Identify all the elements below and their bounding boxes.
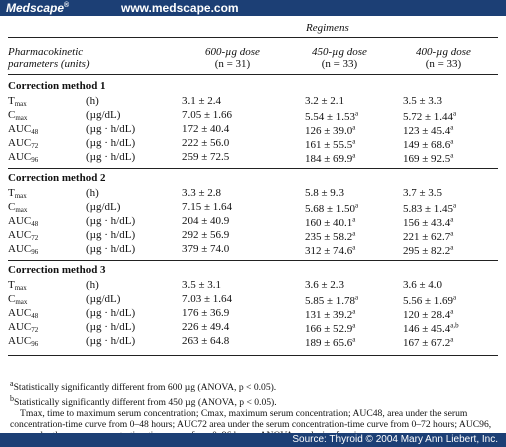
value-cell: 295 ± 82.2$^a$ — [403, 243, 454, 257]
unit-cell: (µg · h/dL) — [86, 229, 136, 241]
header-rule — [8, 74, 498, 75]
unit-cell: (µg/dL) — [86, 201, 121, 213]
unit-cell: (µg · h/dL) — [86, 335, 136, 347]
section-rule — [8, 168, 498, 169]
param-cell: $C_{max}$ — [8, 293, 28, 306]
value-cell: 263 ± 64.8 — [182, 335, 230, 347]
col-header-450: 450-µg dose (n = 33) — [312, 46, 367, 70]
value-cell: 5.56 ± 1.69$^a$ — [403, 293, 457, 307]
value-cell: 226 ± 49.4 — [182, 321, 230, 333]
value-cell: 3.6 ± 2.3 — [305, 279, 345, 291]
unit-cell: (µg · h/dL) — [86, 243, 136, 255]
source-credit: Source: Thyroid © 2004 Mary Ann Liebert, Inc. — [292, 434, 498, 445]
footnotes — [10, 378, 498, 441]
value-cell: 149 ± 68.6$^a$ — [403, 137, 454, 151]
table-row — [8, 215, 498, 228]
unit-cell: (µg/dL) — [86, 109, 121, 121]
value-cell: 221 ± 62.7$^a$ — [403, 229, 454, 243]
value-cell: 204 ± 40.9 — [182, 215, 230, 227]
footnote-abbreviations: Tmax, time to maximum serum concentration; Cmax, maximum serum concentration; AUC48, area under the serum concentration-time curve from 0–48 hours; AUC72 area under the serum concentration-time curve from 0–72 hours; AUC96, — [10, 408, 492, 431]
table-bottom-rule — [8, 355, 498, 356]
value-cell: 5.72 ± 1.44$^a$ — [403, 109, 457, 123]
section-title: Correction method 1 — [8, 80, 106, 92]
value-cell: 379 ± 74.0 — [182, 243, 230, 255]
unit-cell: (h) — [86, 187, 99, 199]
unit-cell: (µg · h/dL) — [86, 321, 136, 333]
table-row — [8, 187, 498, 200]
param-cell: $T_{max}$ — [8, 279, 27, 292]
param-cell: $C_{max}$ — [8, 201, 28, 214]
table-row — [8, 151, 498, 164]
value-cell: 176 ± 36.9 — [182, 307, 230, 319]
value-cell: 167 ± 67.2$^a$ — [403, 335, 454, 349]
unit-cell: (µg · h/dL) — [86, 215, 136, 227]
unit-cell: (h) — [86, 95, 99, 107]
value-cell: 189 ± 65.6$^a$ — [305, 335, 356, 349]
section-rule — [8, 260, 498, 261]
table-row — [8, 201, 498, 214]
table-row — [8, 321, 498, 334]
footnote-a: $^a$Statistically significantly different from 600 µg (ANOVA, p < 0.05). — [10, 379, 277, 394]
value-cell: 166 ± 52.9$^a$ — [305, 321, 356, 335]
value-cell: 169 ± 92.5$^a$ — [403, 151, 454, 165]
value-cell: 5.68 ± 1.50$^a$ — [305, 201, 359, 215]
value-cell: 292 ± 56.9 — [182, 229, 230, 241]
table-row — [8, 293, 498, 306]
value-cell: 3.2 ± 2.1 — [305, 95, 345, 107]
section-title: Correction method 2 — [8, 172, 106, 184]
site-url-link[interactable]: www.medscape.com — [121, 1, 239, 15]
footer-bar — [0, 433, 506, 447]
col-header-600: 600-µg dose (n = 31) — [205, 46, 260, 70]
value-cell: 7.15 ± 1.64 — [182, 201, 233, 213]
param-cell: $AUC_{48}$ — [8, 215, 39, 228]
value-cell: 3.3 ± 2.8 — [182, 187, 222, 199]
unit-cell: (µg · h/dL) — [86, 123, 136, 135]
value-cell: 7.03 ± 1.64 — [182, 293, 233, 305]
table-row — [8, 229, 498, 242]
param-cell: $T_{max}$ — [8, 187, 27, 200]
value-cell: 131 ± 39.2$^a$ — [305, 307, 356, 321]
value-cell: 5.8 ± 9.3 — [305, 187, 345, 199]
unit-cell: (µg · h/dL) — [86, 151, 136, 163]
param-cell: $AUC_{48}$ — [8, 123, 39, 136]
param-cell: $AUC_{72}$ — [8, 321, 39, 334]
param-cell: $AUC_{96}$ — [8, 335, 39, 348]
value-cell: 160 ± 40.1$^a$ — [305, 215, 356, 229]
table-row — [8, 279, 498, 292]
value-cell: 126 ± 39.0$^a$ — [305, 123, 356, 137]
section-title: Correction method 3 — [8, 264, 106, 276]
table-row — [8, 307, 498, 320]
param-cell: $AUC_{72}$ — [8, 137, 39, 150]
param-header: Pharmacokinetic parameters (units) — [8, 46, 90, 70]
value-cell: 3.1 ± 2.4 — [182, 95, 222, 107]
unit-cell: (h) — [86, 279, 99, 291]
header-bar — [0, 0, 506, 16]
value-cell: 3.6 ± 4.0 — [403, 279, 443, 291]
unit-cell: (µg · h/dL) — [86, 137, 136, 149]
footnote-b: $^b$Statistically significantly different from 450 µg (ANOVA, p < 0.05). — [10, 394, 277, 409]
table-row — [8, 243, 498, 256]
header-rule-regimens — [8, 37, 498, 38]
value-cell: 3.5 ± 3.1 — [182, 279, 222, 291]
regimens-label: Regimens — [306, 22, 349, 34]
table-row — [8, 137, 498, 150]
value-cell: 184 ± 69.9$^a$ — [305, 151, 356, 165]
medscape-logo[interactable]: Medscape® — [6, 1, 70, 15]
value-cell: 3.7 ± 3.5 — [403, 187, 443, 199]
value-cell: 3.5 ± 3.3 — [403, 95, 443, 107]
value-cell: 5.83 ± 1.45$^a$ — [403, 201, 457, 215]
value-cell: 235 ± 58.2$^a$ — [305, 229, 356, 243]
param-cell: $AUC_{96}$ — [8, 243, 39, 256]
param-cell: $C_{max}$ — [8, 109, 28, 122]
param-cell: $AUC_{72}$ — [8, 229, 39, 242]
param-cell: $AUC_{96}$ — [8, 151, 39, 164]
table-row — [8, 109, 498, 122]
value-cell: 161 ± 55.5$^a$ — [305, 137, 356, 151]
table-row — [8, 95, 498, 108]
param-cell: $AUC_{48}$ — [8, 307, 39, 320]
unit-cell: (µg · h/dL) — [86, 307, 136, 319]
table-row — [8, 335, 498, 348]
value-cell: 172 ± 40.4 — [182, 123, 230, 135]
value-cell: 123 ± 45.4$^a$ — [403, 123, 454, 137]
value-cell: 120 ± 28.4$^a$ — [403, 307, 454, 321]
value-cell: 259 ± 72.5 — [182, 151, 230, 163]
value-cell: 312 ± 74.6$^a$ — [305, 243, 356, 257]
table-row — [8, 123, 498, 136]
value-cell: 5.54 ± 1.53$^a$ — [305, 109, 359, 123]
value-cell: 5.85 ± 1.78$^a$ — [305, 293, 359, 307]
value-cell: 156 ± 43.4$^a$ — [403, 215, 454, 229]
unit-cell: (µg/dL) — [86, 293, 121, 305]
param-cell: $T_{max}$ — [8, 95, 27, 108]
value-cell: $146 \pm 45.4^{a,b}$ — [403, 321, 459, 335]
col-header-400: 400-µg dose (n = 33) — [416, 46, 471, 70]
value-cell: 7.05 ± 1.66 — [182, 109, 233, 121]
value-cell: 222 ± 56.0 — [182, 137, 230, 149]
